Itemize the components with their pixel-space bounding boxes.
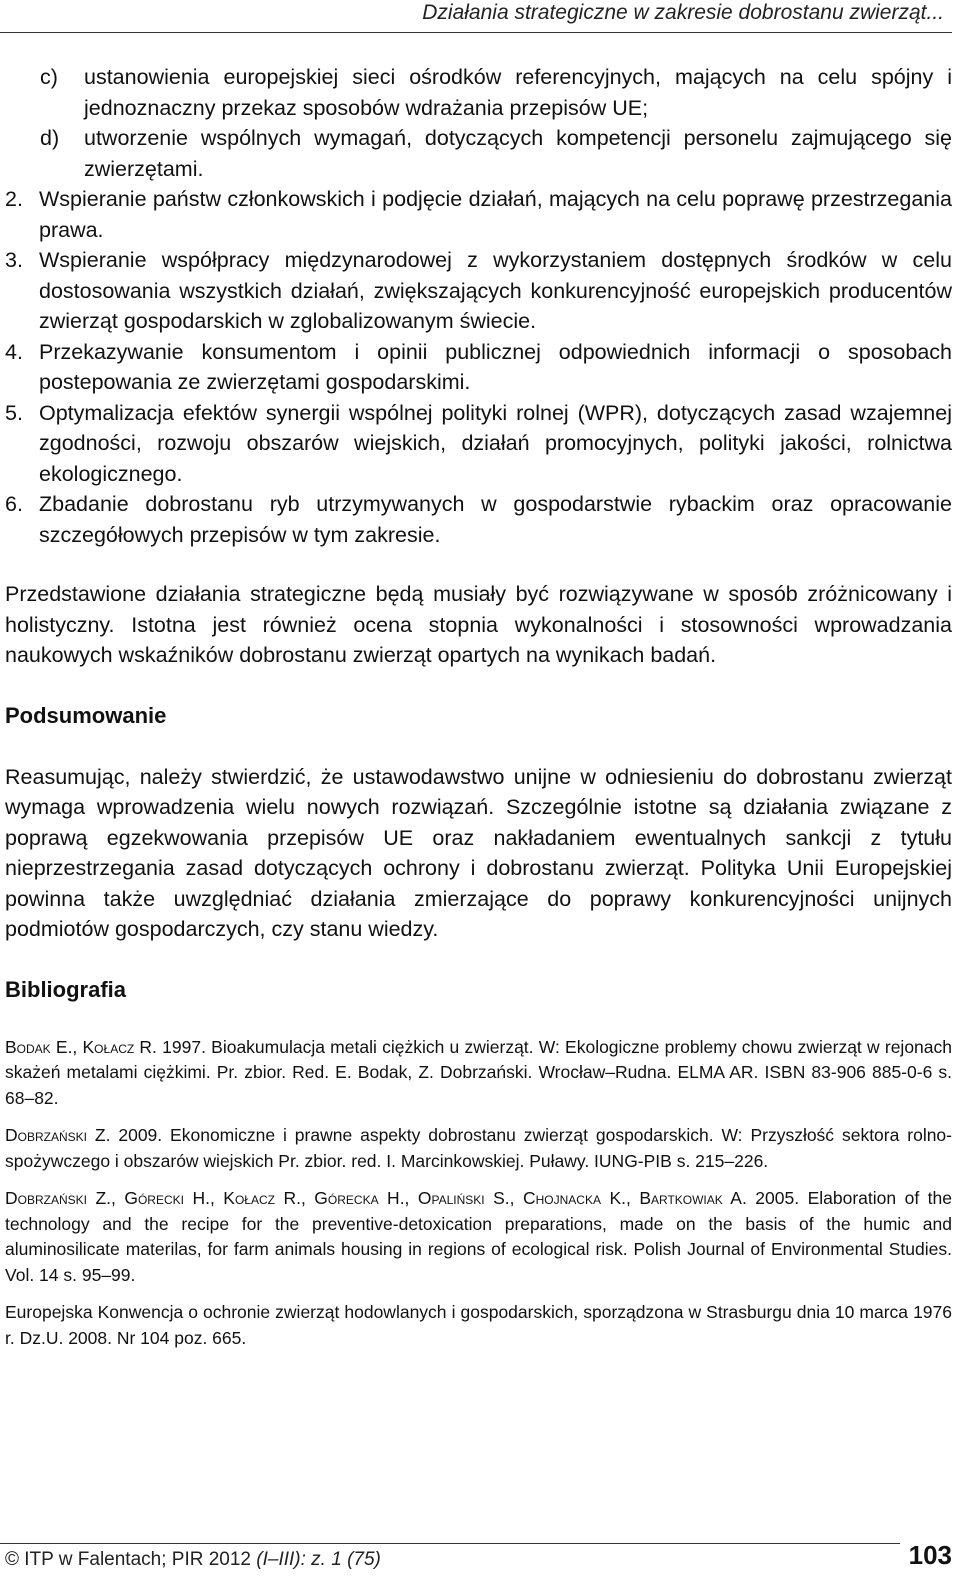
bibliography-text: 2005. Elaboration of the technology and the recipe for the preventive-detoxication preparations, made on the basis of the humic and aluminosilicate materilas, for farm animals housing in regions of ecological risk. Polish Journal of Environmental Studies. Vol. 14 s. 95–99.	[5, 1188, 952, 1285]
page-number: 103	[903, 1540, 952, 1571]
list-item	[5, 184, 952, 245]
header-rule	[0, 32, 952, 33]
list-text: utworzenie wspólnych wymagań, dotyczących kompetencji personelu zajmującego się zwierzętami.	[84, 126, 952, 181]
bibliography-entry	[5, 1186, 952, 1288]
list-item	[5, 123, 952, 184]
list-item	[5, 62, 952, 123]
list-marker: 4.	[5, 339, 23, 364]
list-item	[5, 245, 952, 337]
list-item	[5, 398, 952, 490]
page-footer	[5, 1540, 952, 1571]
section-heading-bibliography: Bibliografia	[5, 976, 127, 1002]
list-marker: c)	[40, 65, 58, 89]
list-text: Wspieranie współpracy międzynarodowej z wykorzystaniem dostępnych środków w celu dostosowania wszystkich działań, zwiększających konkurencyjność europejskich producentów zwierząt gospodarskich w zglobalizowanym świecie.	[39, 248, 952, 333]
bibliography-entry	[5, 1035, 952, 1112]
list-marker: 3.	[5, 248, 23, 272]
bibliography-entry	[5, 1123, 952, 1174]
list-marker: 6.	[5, 492, 23, 516]
footer-publisher: © ITP w Falentach; PIR 2012	[5, 1549, 257, 1570]
list-marker: 5.	[5, 400, 23, 425]
list-marker: d)	[40, 126, 60, 150]
bibliography-entry	[5, 1300, 952, 1351]
bibliography-text: Europejska Konwencja o ochronie zwierząt hodowlanych i gospodarskich, sporządzona w Strasburgu dnia 10 marca 1976 r. Dz.U. 2008. Nr 104 poz. 665.	[5, 1302, 952, 1348]
bibliography-list	[5, 1035, 952, 1352]
footer-copyright	[5, 1549, 387, 1571]
summary-paragraph: Reasumując, należy stwierdzić, że ustawodawstwo unijne w odniesieniu do dobrostanu zwierząt wymaga wprowadzenia wielu nowych rozwiązań. Szczególnie istotne są działania związane z poprawą egzekwowania przepisów UE oraz nakładaniem ewentualnych sankcji z tytułu nieprzestrzegania zasad dotyczących ochrony i dobrostanu zwierząt. Polityka Unii Europejskiej powinna także uwzględniać działania zmierzające do poprawy konkurencyjności unijnych podmiotów gospodarczych, czy stanu wiedzy.	[5, 764, 952, 941]
list-text: Optymalizacja efektów synergii wspólnej polityki rolnej (WPR), dotyczących zasad wzajemnej zgodności, rozwoju obszarów wiejskich, działań promocyjnych, polityki jakości, rolnictwa ekologicznego.	[39, 400, 952, 486]
bibliography-authors: Dobrzański Z., Górecki H., Kołacz R., Górecka H., Opaliński S., Chojnacka K., Bartkowiak A.	[5, 1188, 747, 1208]
bibliography-authors: Bodak E., Kołacz R.	[5, 1036, 157, 1057]
list-text: ustanowienia europejskiej sieci ośrodków referencyjnych, mających na celu spójny i jednoznaczny przekaz sposobów wdrażania przepisów UE;	[84, 65, 952, 120]
bibliography-authors: Dobrzański Z.	[5, 1125, 111, 1145]
list-text: Zbadanie dobrostanu ryb utrzymywanych w gospodarstwie rybackim oraz opracowanie szczegółowych przepisów w tym zakresie.	[39, 492, 952, 547]
footer-issue: (I–III): z. 1 (75)	[256, 1549, 381, 1570]
bibliography-text: 2009. Ekonomiczne i prawne aspekty dobrostanu zwierząt gospodarskich. W: Przyszłość sektora rolno-spożywczego i obszarów wiejskich Pr. zbior. red. I. Marcinkowskiej. Puławy. IUNG-PIB s. 215–226.	[5, 1125, 952, 1171]
list-marker: 2.	[5, 187, 23, 211]
bibliography-text: 1997. Bioakumulacja metali ciężkich u zwierząt. W: Ekologiczne problemy chowu zwierząt w rejonach skażeń metalami ciężkimi. Pr. zbior. Red. E. Bodak, Z. Dobrzański. Wrocław–Rudna. ELMA AR. ISBN 83-906 885-0-6 s. 68–82.	[5, 1036, 952, 1108]
list-text: Przekazywanie konsumentom i opinii publicznej odpowiednich informacji o sposobach postepowania ze zwierzętami gospodarskimi.	[39, 339, 952, 394]
numbered-list	[5, 184, 952, 550]
list-text: Wspieranie państw członkowskich i podjęcie działań, mających na celu poprawę przestrzegania prawa.	[39, 187, 952, 242]
running-header: Działania strategiczne w zakresie dobrostanu zwierząt...	[422, 1, 944, 24]
list-item	[5, 337, 952, 398]
body-paragraph: Przedstawione działania strategiczne będą musiały być rozwiązywane w sposób zróżnicowany i holistyczny. Istotna jest również ocena stopnia wykonalności i stosowności wprowadzania naukowych wskaźników dobrostanu zwierząt opartych na wynikach badań.	[5, 582, 952, 667]
page-content	[5, 62, 952, 1351]
sub-list	[5, 62, 952, 184]
list-item	[5, 489, 952, 550]
section-heading-summary: Podsumowanie	[5, 702, 167, 728]
